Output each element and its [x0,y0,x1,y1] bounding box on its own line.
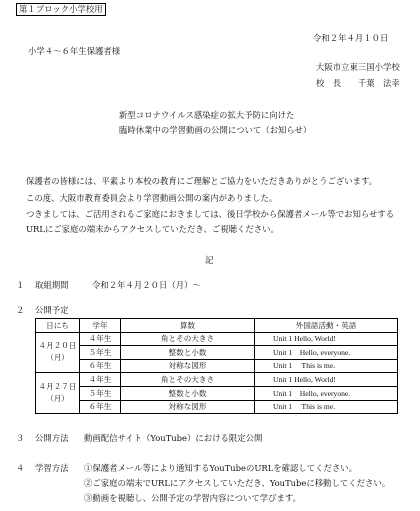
grade-cell: ５年生 [80,386,121,400]
header-english: 外国語活動・英語 [255,319,398,333]
date-cell [36,332,80,373]
title-line-1: 新型コロナウイルス感染症の拡大予防に向けた [119,110,295,120]
item1-label: 取組期間 [35,280,69,290]
math-cell: 角とその大きさ [121,373,255,387]
ki-heading: 記 [205,255,214,265]
item3-value: 動画配信サイト（YouTube）における限定公開 [84,433,263,443]
item2-label: 公開予定 [35,305,69,315]
school-name: 大阪市立東三国小学校 [316,62,400,72]
item2-number: ２ [16,305,25,315]
grade-cell: ４年生 [80,332,121,346]
grade-cell: ６年生 [80,400,121,414]
item4-step-2: ②ご家庭の端末でURLにアクセスしていただき、YouTubeに移動してください。 [84,478,391,488]
day-text: （月） [46,394,69,404]
english-cell: Unit 1 Hello, everyone. [255,386,398,400]
math-cell: 対称な図形 [121,400,255,414]
date-text: ４月２０日 [38,341,77,351]
item1-number: １ [16,280,25,290]
date-text: ４月２７日 [38,382,77,392]
grade-cell: ５年生 [80,346,121,360]
table-row [36,332,398,346]
english-cell: Unit 1 Hello, World! [255,332,398,346]
item4-step-3: ③動画を視聴し、公開予定の学習内容について学びます。 [84,493,301,503]
math-cell: 整数と小数 [121,386,255,400]
item3-number: ３ [16,433,25,443]
math-cell: 整数と小数 [121,346,255,360]
english-cell: Unit 1 Hello, everyone. [255,346,398,360]
schedule-header-row [36,319,398,333]
item4-step-1: ①保護者メール等により通知するYouTubeのURLを確認してください。 [84,463,358,473]
grade-cell: ６年生 [80,359,121,373]
table-row [36,346,398,360]
day-text: （月） [46,353,69,363]
item3-label: 公開方法 [35,433,69,443]
math-cell: 角とその大きさ [121,332,255,346]
paragraph-instructions: つきましては、ご活用されるご家庭におきましては、後日学校から保護者メール等でお知らせする [26,209,395,219]
block-tag: 第１ブロック小学校用 [16,3,106,16]
paragraph-instructions-cont: URLにご家庭の端末からアクセスしていただき、ご視聴ください。 [26,224,279,234]
table-row [36,359,398,373]
principal-name: 校 長 千葉 法幸 [316,78,400,88]
english-cell: Unit 1 This is me. [255,400,398,414]
table-row [36,386,398,400]
english-cell: Unit 1 Hello, World! [255,373,398,387]
english-cell: Unit 1 This is me. [255,359,398,373]
header-date: 日にち [36,319,80,333]
header-math: 算数 [121,319,255,333]
addressee: 小学４～６年生保護者様 [28,46,121,56]
document-date: 令和２年４月１０日 [313,33,389,43]
header-grade: 学年 [80,319,121,333]
math-cell: 対称な図形 [121,359,255,373]
paragraph-greeting: 保護者の皆様には、平素より本校の教育にご理解とご協力をいただきありがとうございます。 [26,176,378,186]
table-row [36,373,398,387]
paragraph-announcement: この度、大阪市教育委員会より学習動画公開の案内がありました。 [26,193,278,203]
schedule-table [35,318,398,414]
title-line-2: 臨時休業中の学習動画の公開について（お知らせ） [119,125,312,135]
date-cell [36,373,80,414]
grade-cell: ４年生 [80,373,121,387]
table-row [36,400,398,414]
item4-label: 学習方法 [35,463,69,473]
item4-number: ４ [16,463,25,473]
item1-value: 令和２年４月２０日（月）～ [92,280,201,290]
